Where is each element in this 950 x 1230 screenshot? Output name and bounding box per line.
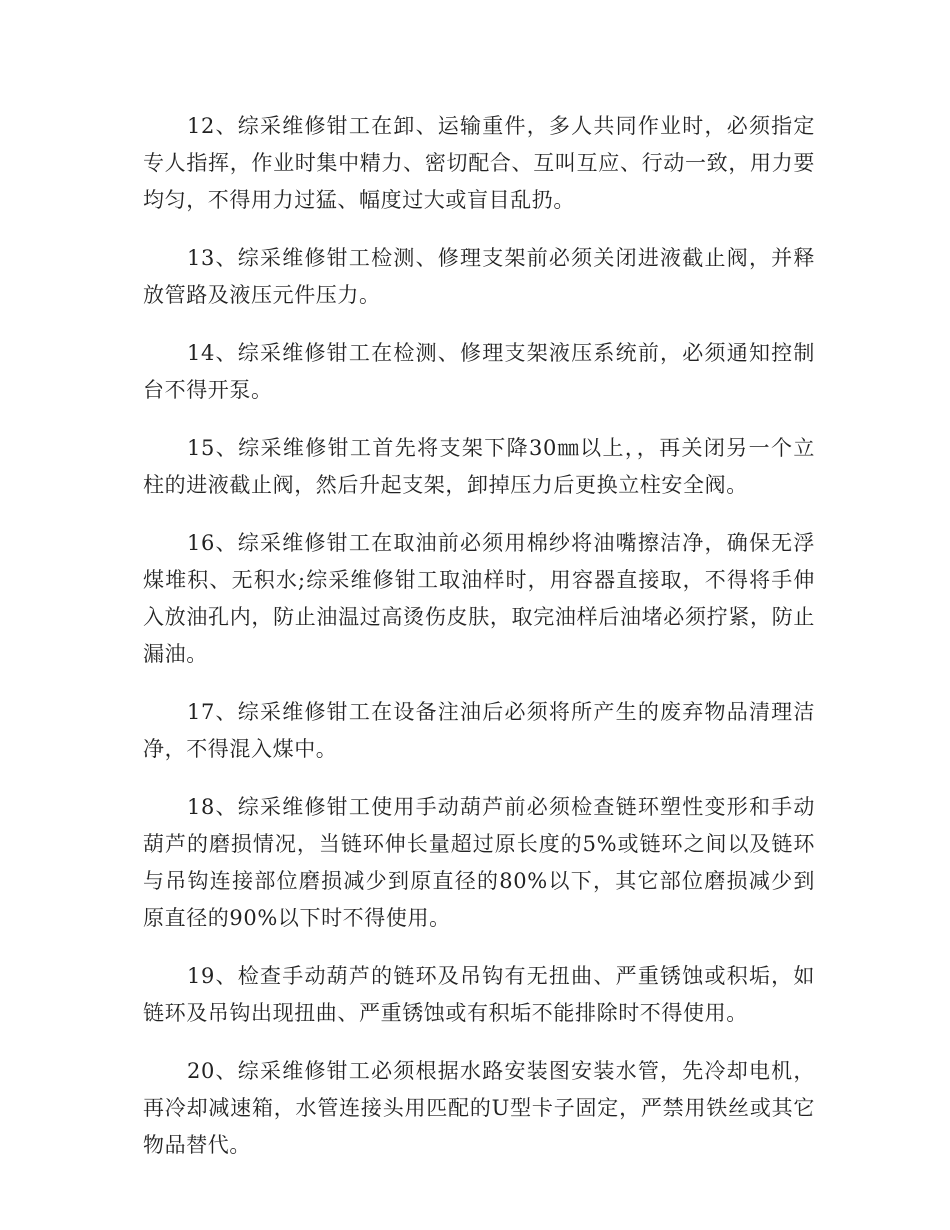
paragraph-16: 16、综采维修钳工在取油前必须用棉纱将油嘴擦洁净，确保无浮煤堆积、无积水;综采维修钳工取油样时，用容器直接取，不得将手伸入放油孔内，防止油温过高烫伤皮肤，取完油样后油堵必须拧紧，防止漏油。 — [143, 531, 815, 666]
paragraph-17: 17、综采维修钳工在设备注油后必须将所产生的废弃物品清理洁净，不得混入煤中。 — [143, 700, 815, 761]
paragraph-12: 12、综采维修钳工在卸、运输重件，多人共同作业时，必须指定专人指挥，作业时集中精力、密切配合、互叫互应、行动一致，用力要均匀，不得用力过猛、幅度过大或盲目乱扔。 — [143, 114, 815, 212]
paragraph-13: 13、综采维修钳工检测、修理支架前必须关闭进液截止阀，并释放管路及液压元件压力。 — [143, 246, 815, 307]
paragraph-14: 14、综采维修钳工在检测、修理支架液压系统前，必须通知控制台不得开泵。 — [143, 341, 815, 402]
paragraph-19: 19、检查手动葫芦的链环及吊钩有无扭曲、严重锈蚀或积垢，如链环及吊钩出现扭曲、严重锈蚀或有积垢不能排除时不得使用。 — [143, 964, 815, 1025]
paragraph-18: 18、综采维修钳工使用手动葫芦前必须检查链环塑性变形和手动葫芦的磨损情况，当链环伸长量超过原长度的5%或链环之间以及链环与吊钩连接部位磨损减少到原直径的80%以下，其它部位磨损减少到原直径的90%以下时不得使用。 — [143, 795, 815, 930]
paragraph-15: 15、综采维修钳工首先将支架下降30㎜以上，，再关闭另一个立柱的进液截止阀，然后升起支架，卸掉压力后更换立柱安全阀。 — [143, 436, 815, 497]
document-body — [143, 108, 815, 1185]
paragraph-20: 20、综采维修钳工必须根据水路安装图安装水管，先冷却电机，再冷却减速箱，水管连接头用匹配的U型卡子固定，严禁用铁丝或其它物品替代。 — [143, 1059, 815, 1157]
